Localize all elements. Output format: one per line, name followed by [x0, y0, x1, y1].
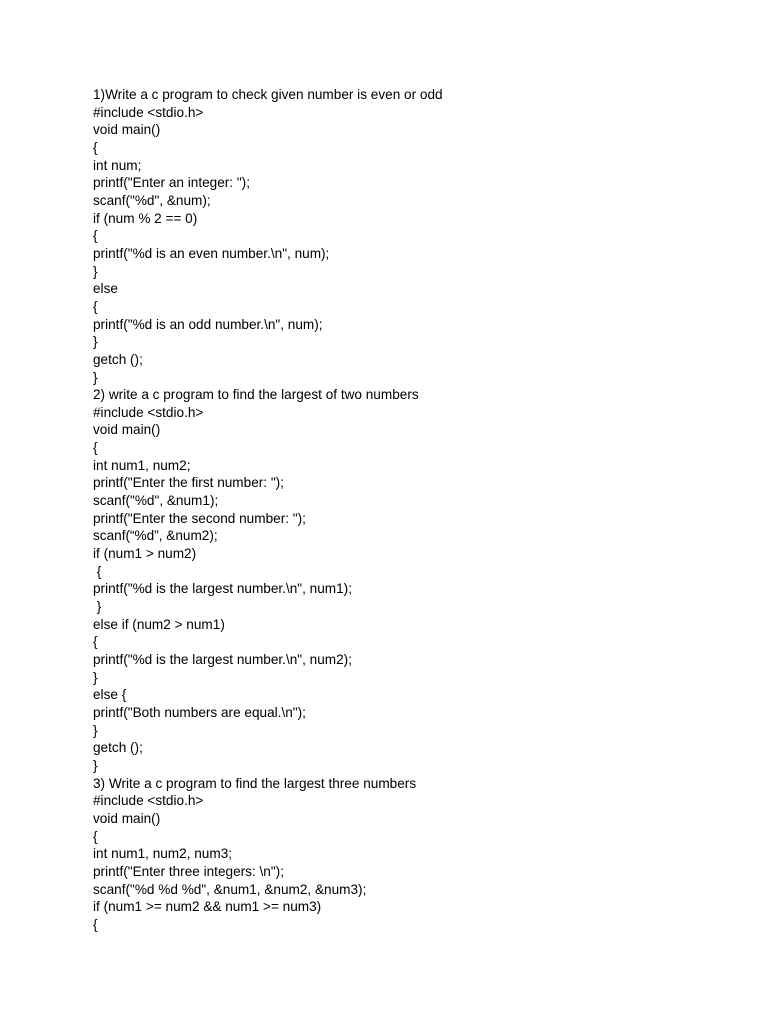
code-line: int num1, num2, num3; [93, 846, 233, 862]
code-line: } [93, 757, 98, 773]
code-line: 2) write a c program to find the largest of two numbers [93, 387, 419, 403]
code-line: #include <stdio.h> [93, 404, 204, 420]
document-body [93, 86, 733, 934]
code-line: if (num % 2 == 0) [93, 210, 198, 226]
code-line: void main() [93, 810, 161, 826]
code-line: printf("%d is the largest number.\n", num2); [93, 652, 352, 667]
code-line: else { [93, 687, 127, 703]
code-line: void main() [93, 122, 161, 138]
code-line: printf("Enter an integer: "); [93, 175, 250, 191]
code-line: { [93, 828, 98, 844]
code-line: 1)Write a c program to check given number is even or odd [93, 87, 443, 102]
code-line: } [93, 722, 98, 738]
code-line: scanf("%d", &num1); [93, 493, 219, 509]
code-line: getch (); [93, 351, 143, 367]
code-line: printf("Enter the second number: "); [93, 510, 306, 526]
code-line: if (num1 >= num2 && num1 >= num3) [93, 899, 322, 915]
code-line: } [93, 334, 98, 350]
code-line: #include <stdio.h> [93, 793, 204, 809]
code-line: else if (num2 > num1) [93, 616, 225, 632]
code-line: } [93, 369, 98, 385]
code-line: 3) Write a c program to find the largest three numbers [93, 775, 417, 791]
code-line: { [93, 298, 98, 314]
code-line: getch (); [93, 740, 143, 756]
code-line: void main() [93, 422, 161, 438]
code-line: printf("%d is the largest number.\n", num1); [93, 581, 352, 597]
code-line: scanf(“%d”, &num2); [93, 528, 218, 544]
code-line: scanf("%d", &num); [93, 192, 211, 208]
code-line: printf("%d is an odd number.\n", num); [93, 316, 323, 332]
code-line: { [93, 228, 98, 244]
code-line: { [93, 563, 102, 579]
code-line: { [93, 634, 98, 650]
code-line: } [93, 263, 98, 279]
code-line: printf("Enter three integers: \n"); [93, 863, 284, 879]
code-line: int num; [93, 157, 142, 173]
code-line: #include <stdio.h> [93, 104, 204, 120]
code-line: { [93, 916, 98, 932]
code-line: scanf("%d %d %d", &num1, &num2, &num3); [93, 881, 367, 897]
code-line: else [93, 281, 118, 297]
code-line: printf("Enter the first number: "); [93, 475, 284, 491]
code-line: if (num1 > num2) [93, 546, 197, 562]
code-line: printf("Both numbers are equal.\n"); [93, 704, 306, 720]
code-line: { [93, 440, 98, 456]
code-line: { [93, 139, 98, 155]
code-line: } [93, 669, 98, 685]
code-line: printf("%d is an even number.\n", num); [93, 245, 330, 261]
code-line: } [93, 599, 102, 615]
code-line: int num1, num2; [93, 457, 191, 473]
